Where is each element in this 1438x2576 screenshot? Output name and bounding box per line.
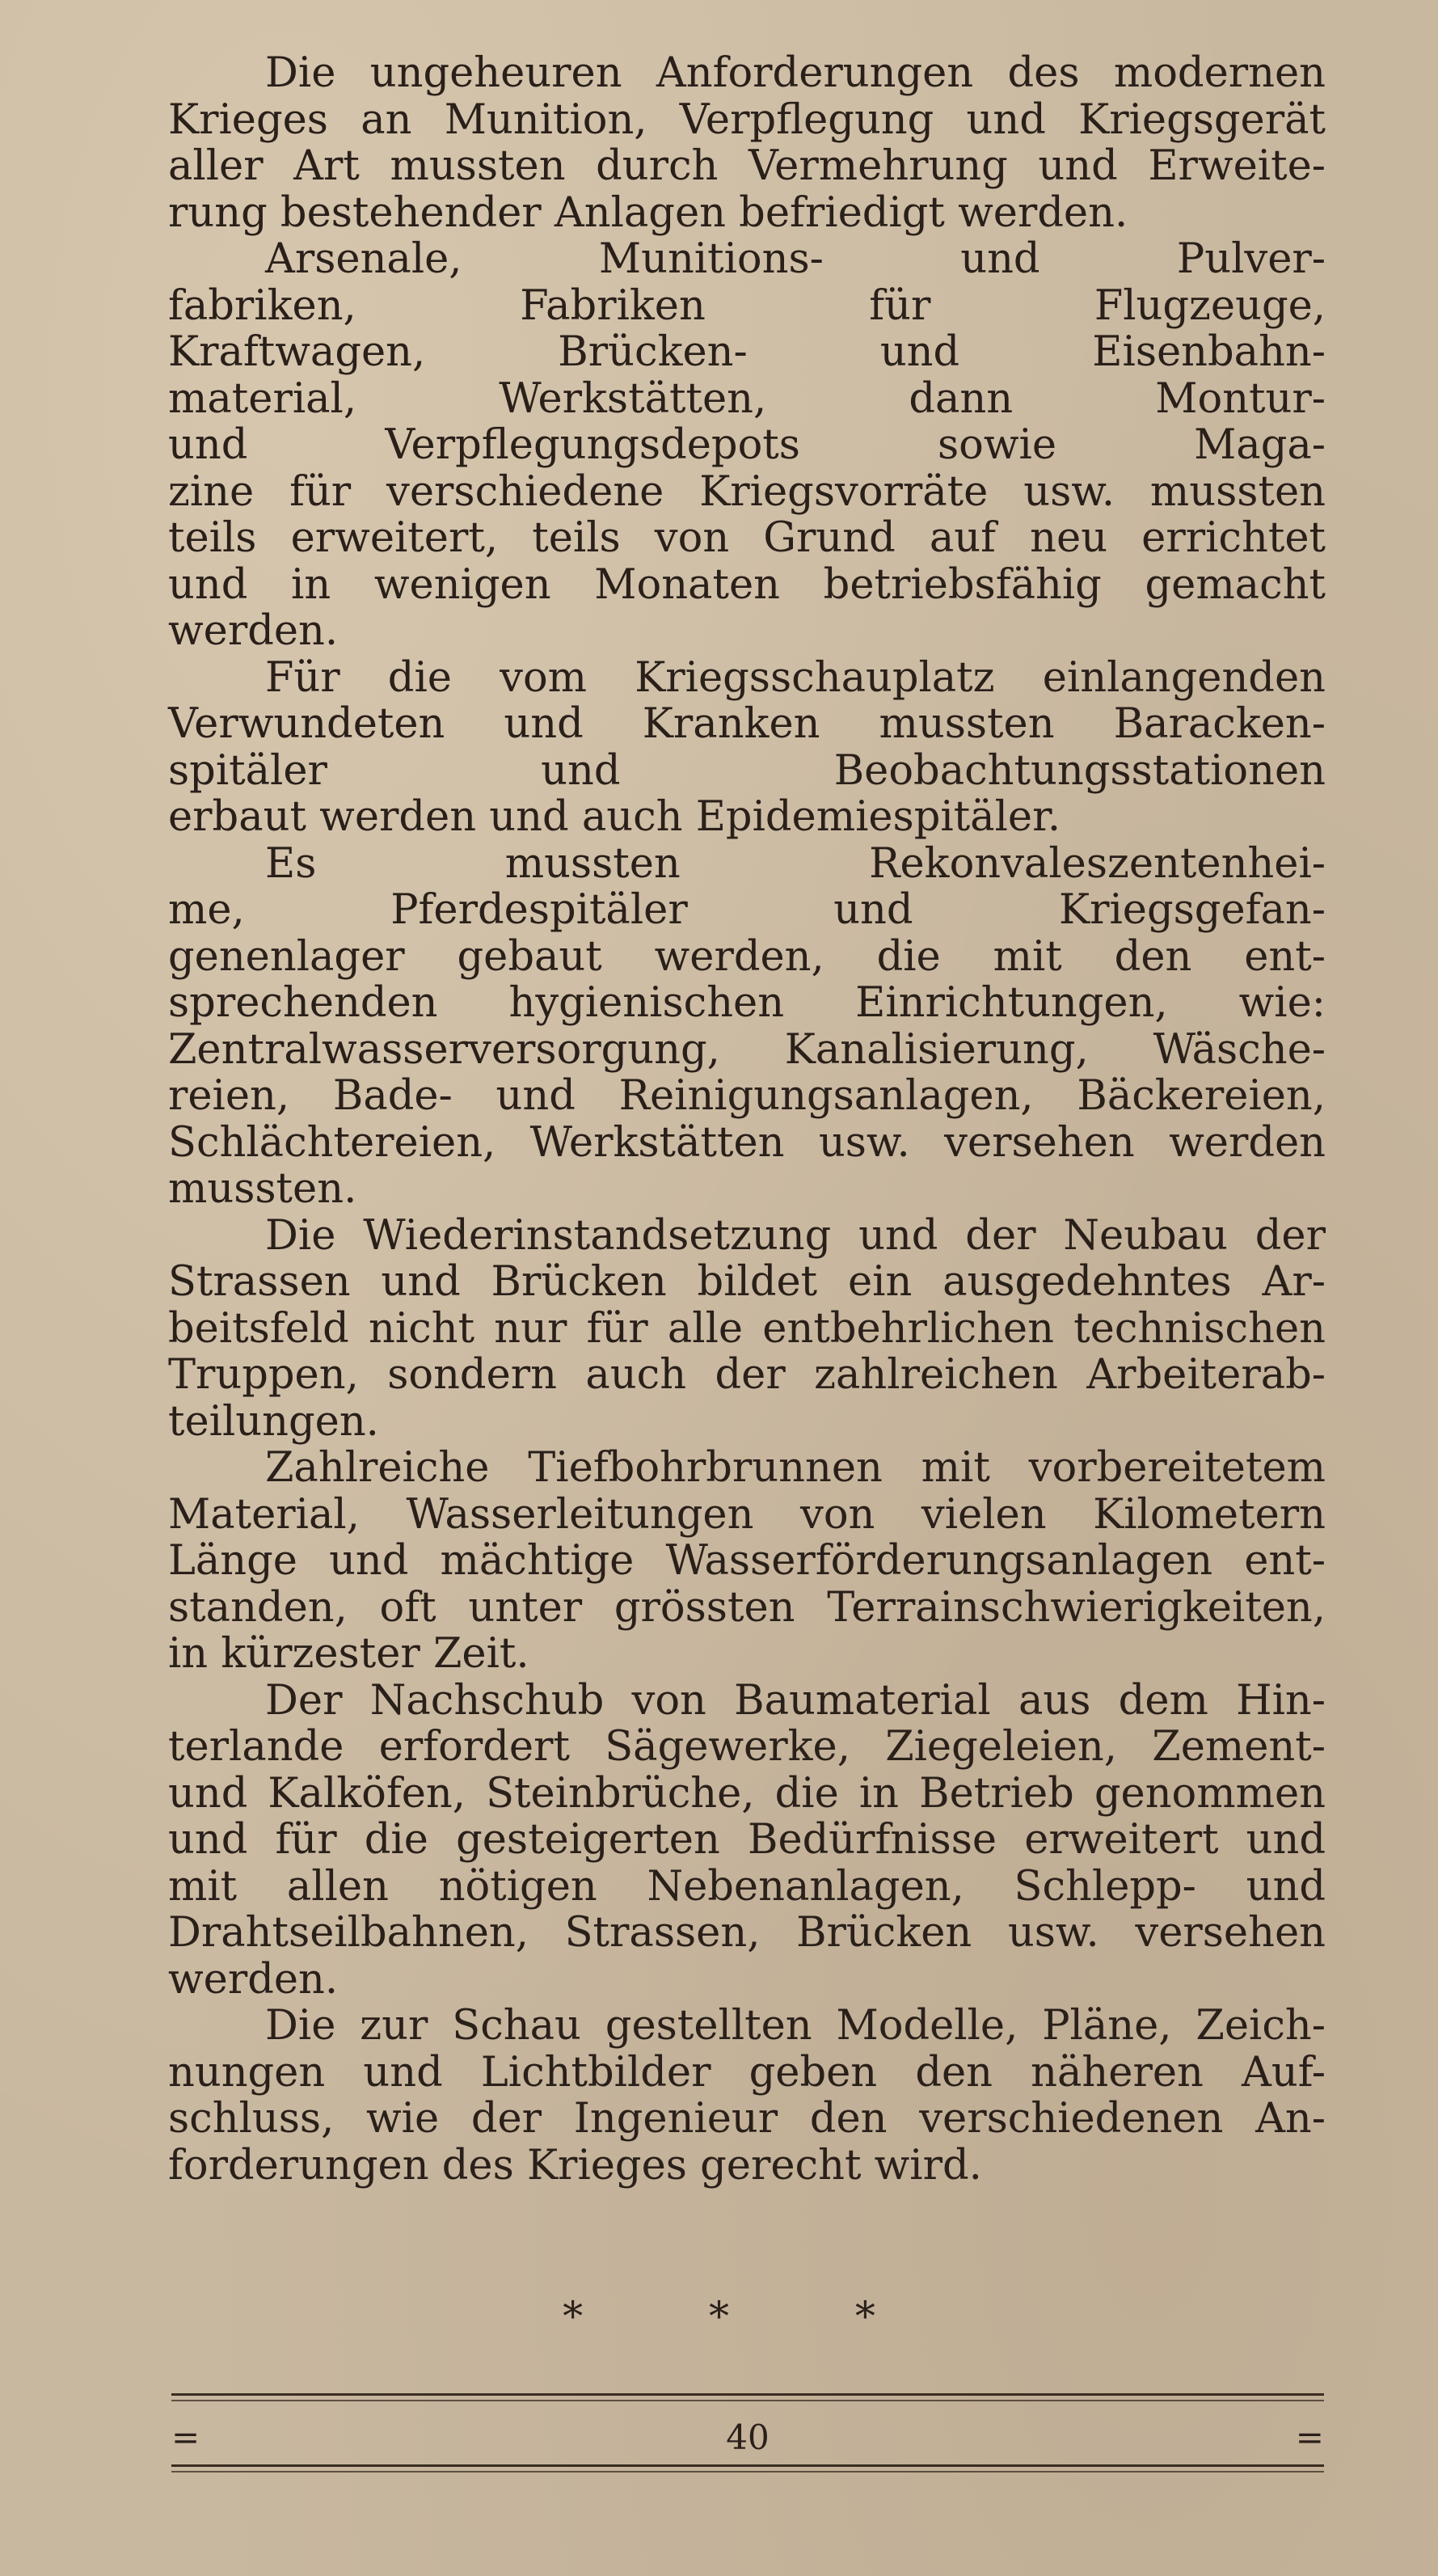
footer: [171, 2418, 1324, 2466]
paragraph: [168, 50, 1326, 236]
text-line: Es mussten Rekonvaleszentenhei-: [265, 839, 1326, 888]
text-line: Arsenale, Munitions- und Pulver-: [265, 235, 1326, 283]
text-line: beitsfeld nicht nur für alle entbehrlichen technischen: [168, 1304, 1326, 1353]
text-line: teils erweitert, teils von Grund auf neu errichtet: [168, 514, 1326, 562]
paragraph: [168, 841, 1326, 1213]
text-line: mit allen nötigen Nebenanlagen, Schlepp- und: [168, 1862, 1326, 1911]
paragraph: [168, 236, 1326, 655]
page-number: 40: [726, 2418, 770, 2457]
text-line: Material, Wasserleitungen von vielen Kilometern: [168, 1490, 1326, 1539]
text-line: Zahlreiche Tiefbohrbrunnen mit vorbereitetem: [265, 1444, 1326, 1492]
text-line: und für die gesteigerten Bedürfnisse erweitert und: [168, 1816, 1326, 1864]
text-line: Truppen, sondern auch der zahlreichen Arbeiterab-: [168, 1351, 1326, 1399]
text-line: forderungen des Krieges gerecht wird.: [168, 2141, 982, 2190]
text-line: fabriken, Fabriken für Flugzeuge,: [168, 281, 1326, 330]
text-line: mussten.: [168, 1165, 357, 1213]
text-line: Der Nachschub von Baumaterial aus dem Hin-: [265, 1676, 1326, 1725]
footer-rule-top-thin: [171, 2400, 1324, 2401]
paragraph: [168, 1678, 1326, 2004]
text-line: und Kalköfen, Steinbrüche, die in Betrieb genommen: [168, 1769, 1326, 1818]
text-line: Für die vom Kriegsschauplatz einlangenden: [265, 653, 1326, 702]
text-line: werden.: [168, 607, 339, 655]
paragraph: [168, 1213, 1326, 1446]
text-line: Krieges an Munition, Verpflegung und Kriegsgerät: [168, 95, 1326, 144]
text-line: zine für verschiedene Kriegsvorräte usw. mussten: [168, 467, 1326, 516]
text-line: material, Werkstätten, dann Montur-: [168, 374, 1326, 423]
text-line: genenlager gebaut werden, die mit den ent-: [168, 932, 1326, 981]
text-line: spitäler und Beobachtungsstationen: [168, 746, 1326, 795]
body-text: [168, 50, 1326, 2189]
text-line: Die Wiederinstandsetzung und der Neubau der: [265, 1211, 1326, 1260]
text-line: teilungen.: [168, 1397, 379, 1446]
text-line: Kraftwagen, Brücken- und Eisenbahn-: [168, 328, 1326, 376]
text-line: Die zur Schau gestellten Modelle, Pläne, Zeich-: [265, 2002, 1326, 2050]
paragraph: [168, 655, 1326, 841]
text-line: Strassen und Brücken bildet ein ausgedehntes Ar-: [168, 1258, 1326, 1306]
text-line: werden.: [168, 1955, 339, 2004]
text-line: und in wenigen Monaten betriebsfähig gemacht: [168, 560, 1326, 609]
footer-rule-bottom: [171, 2464, 1324, 2467]
text-line: erbaut werden und auch Epidemiespitäler.: [168, 793, 1061, 841]
paragraph: [168, 1445, 1326, 1678]
footer-left-mark: =: [171, 2418, 200, 2457]
text-line: rung bestehender Anlagen befriedigt werden.: [168, 188, 1128, 237]
text-line: Die ungeheuren Anforderungen des modernen: [265, 49, 1326, 97]
text-line: Drahtseilbahnen, Strassen, Brücken usw. versehen: [168, 1909, 1326, 1957]
text-line: und Verpflegungsdepots sowie Maga-: [168, 421, 1326, 469]
text-line: Schlächtereien, Werkstätten usw. versehen werden: [168, 1118, 1326, 1167]
footer-rule-bottom-thin: [171, 2471, 1324, 2473]
footer-right-mark: =: [1295, 2418, 1324, 2457]
text-line: in kürzester Zeit.: [168, 1630, 529, 1678]
text-line: schluss, wie der Ingenieur den verschiedenen An-: [168, 2095, 1326, 2143]
text-line: reien, Bade- und Reinigungsanlagen, Bäckereien,: [168, 1072, 1326, 1120]
text-line: Verwundeten und Kranken mussten Baracken-: [168, 700, 1326, 748]
text-line: Länge und mächtige Wasserförderungsanlagen ent-: [168, 1537, 1326, 1585]
text-line: Zentralwasserversorgung, Kanalisierung, Wäsche-: [168, 1025, 1326, 1074]
text-line: nungen und Lichtbilder geben den näheren Auf-: [168, 2048, 1326, 2097]
text-line: terlande erfordert Sägewerke, Ziegeleien, Zement-: [168, 1723, 1326, 1771]
text-line: me, Pferdespitäler und Kriegsgefan-: [168, 886, 1326, 934]
text-line: standen, oft unter grössten Terrainschwierigkeiten,: [168, 1583, 1326, 1632]
text-line: sprechenden hygienischen Einrichtungen, wie:: [168, 979, 1326, 1027]
footer-rule-top: [171, 2393, 1324, 2396]
section-separator: * * *: [563, 2293, 932, 2340]
paragraph: [168, 2003, 1326, 2189]
text-line: aller Art mussten durch Vermehrung und Erweite-: [168, 142, 1326, 190]
